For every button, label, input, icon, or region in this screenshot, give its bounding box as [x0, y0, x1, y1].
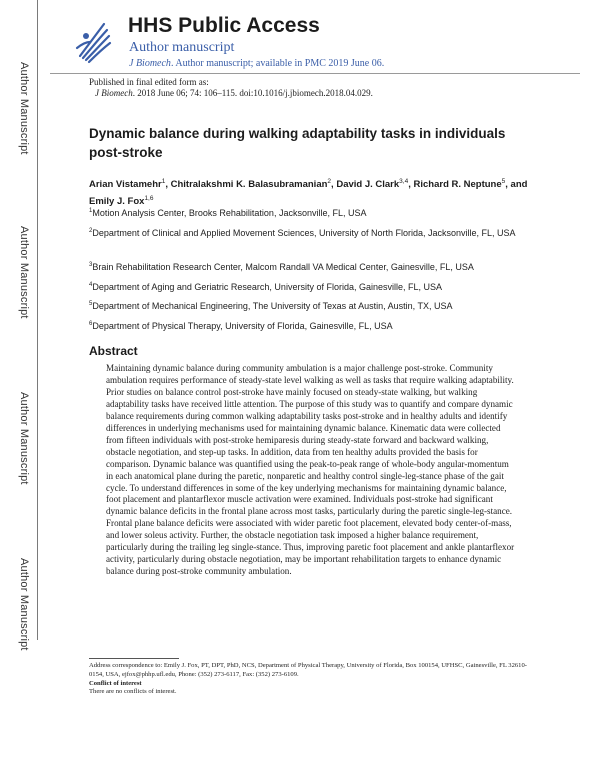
author-name: Emily J. Fox [89, 196, 145, 208]
availability-text: . Author manuscript; available in PMC 2019 June 06. [170, 58, 385, 69]
hhs-public-access-title: HHS Public Access [128, 14, 320, 37]
abstract-body: Maintaining dynamic balance during community ambulation is a major challenge post-stroke. Community ambulation requires performance of steady-state level walking as well as tasks that require walking adaptability. Prior studies on balance control post-stroke have mainly focused on steady-state walking, but walking adaptability tasks have received little attention. The purpose of this study was to quantify and compare dynamic balance requirements during common walking adaptability tasks post-stroke and in healthy adults and identify differences in underlying mechanisms used for maintaining dynamic balance. Kinematic data were collected from fifteen individuals with post-stroke hemiparesis during steady-state forward and backward walking, obstacle negotiation, and step-up tasks. In addition, data from ten healthy adults provided the basis for comparison. Dynamic balance was quantified using the peak-to-peak range of whole-body angular-momentum in each anatomical plane during the paretic, nonparetic and healthy control single-leg-stance phase of the gait cycle. To understand differences in some of the key underlying mechanisms for maintaining dynamic balance, foot placement and plantarflexor muscle activation were examined. Individuals post-stroke had significant dynamic balance deficits in the frontal plane across most tasks, particularly during the paretic single-leg-stance. Frontal plane balance deficits were associated with wider paretic foot placement, elevated body center-of-mass, and lower soleus activity. Further, the obstacle negotiation task imposed a higher balance requirement, particularly during the trailing leg single-stance. Thus, improving paretic foot placement and ankle plantarflexor activity, particularly during obstacle negotiation, may be important rehabilitation targets to enhance dynamic balance during post-stroke community ambulation. [106, 363, 515, 577]
author-list: Arian Vistamehr$^1$, Chitralakshmi K. Balasubramanian$^2$, David J. Clark$^{3,4}$, Richard R. Neptune$^5$, and Emily J. Fox$^{1,6}$ [89, 178, 528, 208]
author-affiliation-sup: 5 [501, 178, 506, 185]
affiliation-item [89, 259, 529, 274]
author-affiliation-sup: 1,6 [144, 195, 154, 203]
affiliation-item [89, 279, 529, 294]
conflict-of-interest-text: There are no conflicts of interest. [89, 688, 177, 696]
citation-journal: J Biomech [95, 88, 133, 98]
margin-rule [37, 0, 38, 640]
article-title: Dynamic balance during walking adaptability tasks in individuals post-stroke [89, 126, 506, 160]
affiliation-text: Department of Mechanical Engineering, The University of Texas at Austin, Austin, TX, USA [92, 301, 453, 311]
header-divider [50, 73, 580, 74]
affiliation-text: Department of Physical Therapy, University of Florida, Gainesville, FL, USA [92, 321, 393, 331]
side-label-author-manuscript: Author Manuscript [18, 62, 30, 155]
footnotes [89, 662, 529, 697]
side-label-author-manuscript: Author Manuscript [18, 558, 30, 651]
published-label: Published in final edited form as: [89, 77, 209, 87]
abstract-heading: Abstract [89, 344, 138, 358]
side-label-author-manuscript: Author Manuscript [18, 392, 30, 485]
affiliation-number: 4 [89, 282, 93, 288]
footnote-divider [89, 658, 179, 659]
affiliation-item [89, 318, 529, 333]
author-name: Richard R. Neptune [413, 179, 502, 191]
journal-name: J Biomech [129, 58, 171, 69]
affiliation-text: Brain Rehabilitation Research Center, Malcom Randall VA Medical Center, Gainesville, FL, USA [92, 262, 474, 272]
author-name: David J. Clark [336, 179, 400, 191]
affiliation-number: 5 [89, 301, 93, 307]
affiliation-text: Department of Aging and Geriatric Research, University of Florida, Gainesville, FL, USA [92, 282, 442, 292]
affiliation-number: 6 [89, 321, 93, 327]
affiliation-number: 1 [89, 208, 93, 214]
correspondence-note: Address correspondence to: Emily J. Fox, PT, DPT, PhD, NCS, Department of Physical Therapy, University of Florida, Box 100154, UFHSC, Gainesville, FL 32610-0154, USA, ejfox@phhp.ufl.edu, Phone: (352) 273-6117, Fax: (352) 273-6109. [89, 662, 527, 678]
author-affiliation-sup: 1 [161, 178, 166, 185]
hhs-eagle-logo-icon [74, 18, 114, 64]
affiliation-item [89, 205, 529, 220]
conflict-of-interest-heading: Conflict of interest [89, 679, 142, 687]
affiliation-item [89, 225, 529, 240]
affiliation-number: 2 [89, 228, 93, 234]
author-affiliation-sup: 3,4 [399, 178, 409, 185]
author-name: Arian Vistamehr [89, 179, 162, 191]
citation-text: . 2018 June 06; 74: 106–115. doi:10.1016/j.jbiomech.2018.04.029. [132, 88, 373, 98]
affiliation-number: 3 [89, 262, 93, 268]
author-name: Chitralakshmi K. Balasubramanian [170, 179, 328, 191]
affiliation-text: Department of Clinical and Applied Movement Sciences, University of North Florida, Jacksonville, FL, USA [92, 228, 516, 238]
side-label-author-manuscript: Author Manuscript [18, 226, 30, 319]
author-manuscript-label: Author manuscript [129, 40, 235, 55]
affiliation-item [89, 298, 529, 313]
affiliation-text: Motion Analysis Center, Brooks Rehabilitation, Jacksonville, FL, USA [92, 208, 367, 218]
author-affiliation-sup: 2 [327, 178, 332, 185]
availability-line [129, 58, 384, 69]
citation-line [95, 88, 373, 98]
